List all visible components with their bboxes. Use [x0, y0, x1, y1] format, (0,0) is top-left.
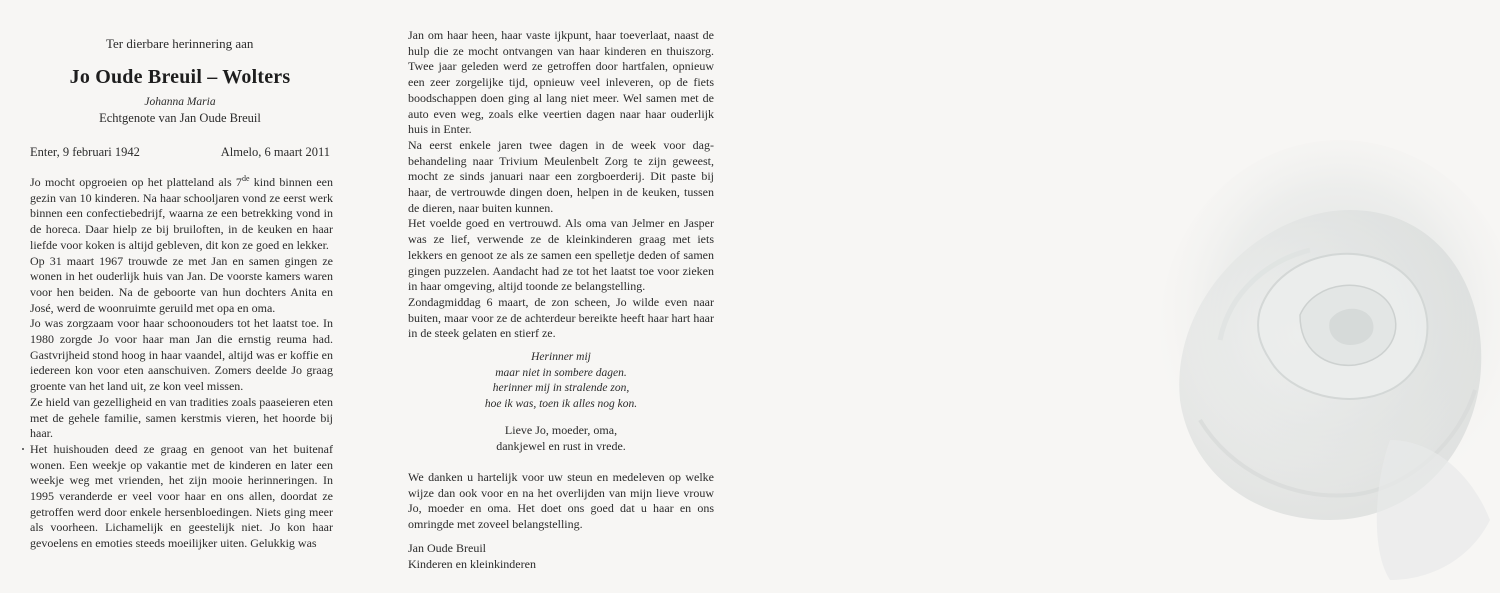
print-speck [22, 448, 24, 450]
given-names: Johanna Maria [144, 96, 216, 108]
intro-line: Ter dierbare herinnering aan [106, 36, 254, 51]
paragraph: We danken u hartelijk voor uw steun en medeleven op welke wijze dan ook voor en na het overlijden van mijn lieve vrouw Jo, moeder en oma. Het doet ons goed dat u haar en ons omringde met zoveel belangstelling. [408, 470, 714, 532]
paragraph: Op 31 maart 1967 trouwde ze met Jan en samen gingen ze wonen in het ouderlijk huis van Jan. De voorste kamers waren voor hen beiden. Na de geboorte van hun dochters Anita en José, werd de woonruimte geruild met opa en oma. [30, 253, 333, 315]
dates-row [30, 145, 330, 160]
death-date: Almelo, 6 maart 2011 [220, 145, 330, 159]
poem-line: hoe ik was, toen ik alles nog kon. [484, 397, 638, 410]
paragraph: Het huishouden deed ze graag en genoot van het buitenaf wonen. Een weekje op vakantie met de kinderen en later een weekje weg met vrienden, het zijn mooie herinneringen. In 1995 veranderde er veel voor haar en ons allen, doordat ze getroffen werd door enkele hersenbloedingen. Niets ging meer als voorheen. Lichamelijk en geestelijk niet. Jo kon haar gevoelens en emoties steeds moeilijker uiten. Gelukkig was [30, 441, 333, 551]
poem-line: maar niet in sombere dagen. [495, 366, 627, 379]
ordinal-suffix: de [241, 174, 250, 183]
spouse-line: Echtgenote van Jan Oude Breuil [99, 111, 261, 125]
white-rose-image [1140, 140, 1500, 590]
paragraph: Na eerst enkele jaren twee dagen in de week voor dag-behandeling naar Trivium Meulenbelt Zorg te zijn geweest, mocht ze sinds januari naar een zorgboerderij. Dit paste bij haar, de vertrouwde dingen doen, helpen in de keuken, tussen de dieren, naar buiten kunnen. [408, 137, 714, 215]
paragraph: Het voelde goed en vertrouwd. Als oma van Jelmer en Jasper was ze lief, verwende ze de kleinkinderen graag met iets lekkers en genoot ze als ze samen een spelletje deden of samen gingen puzzelen. Aandacht had ze tot het laatst toe voor zieken in haar omgeving, altijd toonde ze belangstelling. [408, 216, 714, 294]
poem-line: herinner mij in stralende zon, [492, 382, 630, 394]
signoff-line: Jan Oude Breuil [408, 541, 486, 555]
life-story-part-two [408, 28, 714, 342]
life-story-part-one [30, 175, 333, 552]
paragraph: Jo was zorgzaam voor haar schoonouders tot het laatst toe. In 1980 zorgde Jo voor haar man Jan die ernstig reuma had. Gastvrijheid stond hoog in haar vaandel, altijd was er koffie en iedereen kon voor eten aanschuiven. Zomers deelde Jo graag groente van het land uit, ze kon veel missen. [30, 316, 333, 394]
thank-you-note [408, 470, 714, 533]
farewell-line: Lieve Jo, moeder, oma, [504, 423, 618, 437]
right-page [760, 0, 1500, 593]
farewell-line: dankjewel en rust in vrede. [496, 439, 626, 453]
farewell [408, 422, 714, 454]
paragraph: Zondagmiddag 6 maart, de zon scheen, Jo wilde even naar buiten, maar voor ze de achterdeur bereikte heeft haar hart haar in de steek gelaten en stierf ze. [408, 294, 714, 341]
paragraph: Jan om haar heen, haar vaste ijkpunt, haar toeverlaat, naast de hulp die ze mocht ontvangen van haar kinderen en thuiszorg. Twee jaar geleden werd ze getroffen door hartfalen, opnieuw een zeer zorgelijke tijd, opnieuw veel inleveren, op de fiets boodschappen doen ging al lang niet meer. Wel samen met de auto even weg, zoals elke veertien dagen naar haar ouderlijk huis in Enter. [408, 28, 714, 137]
left-page [0, 0, 370, 593]
signoff-line: Kinderen en kleinkinderen [408, 557, 536, 571]
paragraph: Ze hield van gezelligheid en van tradities zoals paaseieren eten met de gehele familie, samen kerstmis vieren, het hoorde bij haar. [30, 394, 333, 441]
poem-line: Herinner mij [531, 351, 591, 363]
signoff [408, 540, 536, 572]
middle-page [370, 0, 760, 593]
birth-date: Enter, 9 februari 1942 [30, 145, 140, 159]
paragraph: Jo mocht opgroeien op het platteland als 7de kind binnen een gezin van 10 kinderen. Na haar schooljaren vond ze eerst werk binnen een confectiebedrijf, waarna ze een betrekking vond in de horeca. Daar hielp ze bij bruiloften, in de keuken en haar liefde voor koken is altijd gebleven, dit kon ze goed en lekker. [30, 174, 333, 252]
poem [408, 350, 714, 412]
deceased-name: Jo Oude Breuil – Wolters [69, 66, 291, 88]
